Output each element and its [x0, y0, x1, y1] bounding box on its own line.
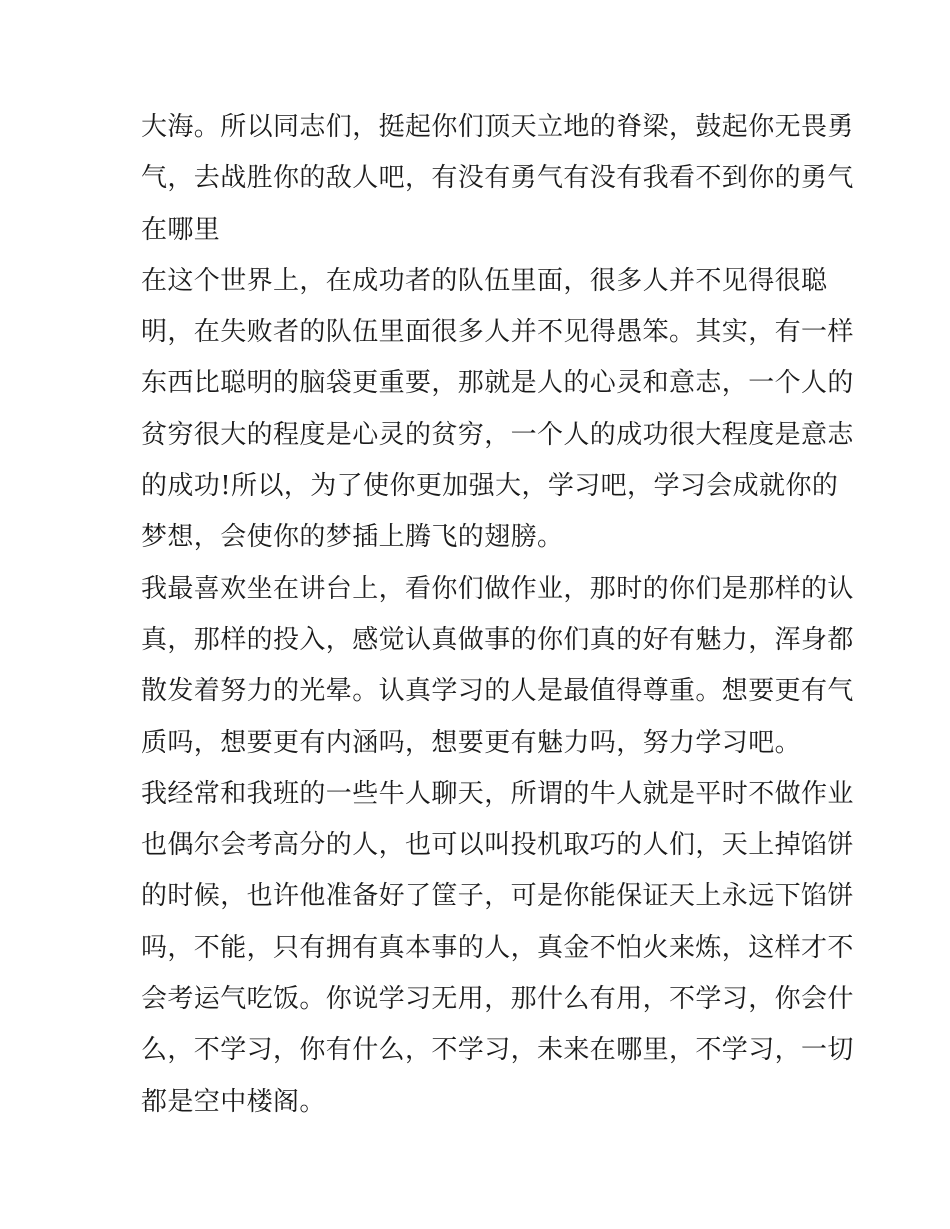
text-line: 东西比聪明的脑袋更重要，那就是人的心灵和意志，一个人的 — [141, 368, 854, 399]
text-line: 的成功!所以，为了使你更加强大，学习吧，学习会成就你的 — [141, 471, 839, 502]
text-line: 我经常和我班的一些牛人聊天，所谓的牛人就是平时不做作业 — [141, 778, 854, 809]
text-line: 大海。所以同志们，挺起你们顶天立地的脊梁，鼓起你无畏勇 — [141, 112, 854, 142]
document-body — [141, 102, 854, 1128]
text-line: 贫穷很大的程度是心灵的贫穷，一个人的成功很大程度是意志 — [141, 419, 854, 450]
text-line: 么，不学习，你有什么，不学习，未来在哪里，不学习，一切 — [141, 1035, 854, 1066]
text-line: 梦想，会使你的梦插上腾飞的翅膀。 — [141, 522, 564, 553]
text-line: 会考运气吃饭。你说学习无用，那什么有用，不学习，你会什 — [141, 984, 854, 1015]
text-line: 气，去战胜你的敌人吧，有没有勇气有没有我看不到你的勇气 — [141, 163, 854, 194]
text-line: 都是空中楼阁。 — [141, 1086, 326, 1117]
text-line: 散发着努力的光晕。认真学习的人是最值得尊重。想要更有气 — [141, 676, 854, 707]
text-line: 明，在失败者的队伍里面很多人并不见得愚笨。其实，有一样 — [141, 317, 854, 348]
text-line: 吗，不能，只有拥有真本事的人，真金不怕火来炼，这样才不 — [141, 932, 854, 963]
text-line: 我最喜欢坐在讲台上，看你们做作业，那时的你们是那样的认 — [141, 573, 854, 604]
paragraph-2 — [141, 256, 854, 564]
paragraph-3 — [141, 564, 854, 769]
text-line: 在这个世界上，在成功者的队伍里面，很多人并不见得很聪 — [141, 265, 828, 296]
text-line: 在哪里 — [141, 214, 221, 245]
text-line: 的时候，也许他准备好了筐子，可是你能保证天上永远下馅饼 — [141, 881, 854, 912]
paragraph-4 — [141, 769, 854, 1128]
text-line: 也偶尔会考高分的人，也可以叫投机取巧的人们，天上掉馅饼 — [141, 830, 854, 861]
paragraph-1 — [141, 102, 854, 256]
text-line: 质吗，想要更有内涵吗，想要更有魅力吗，努力学习吧。 — [141, 727, 802, 758]
text-line: 真，那样的投入，感觉认真做事的你们真的好有魅力，浑身都 — [141, 624, 854, 655]
